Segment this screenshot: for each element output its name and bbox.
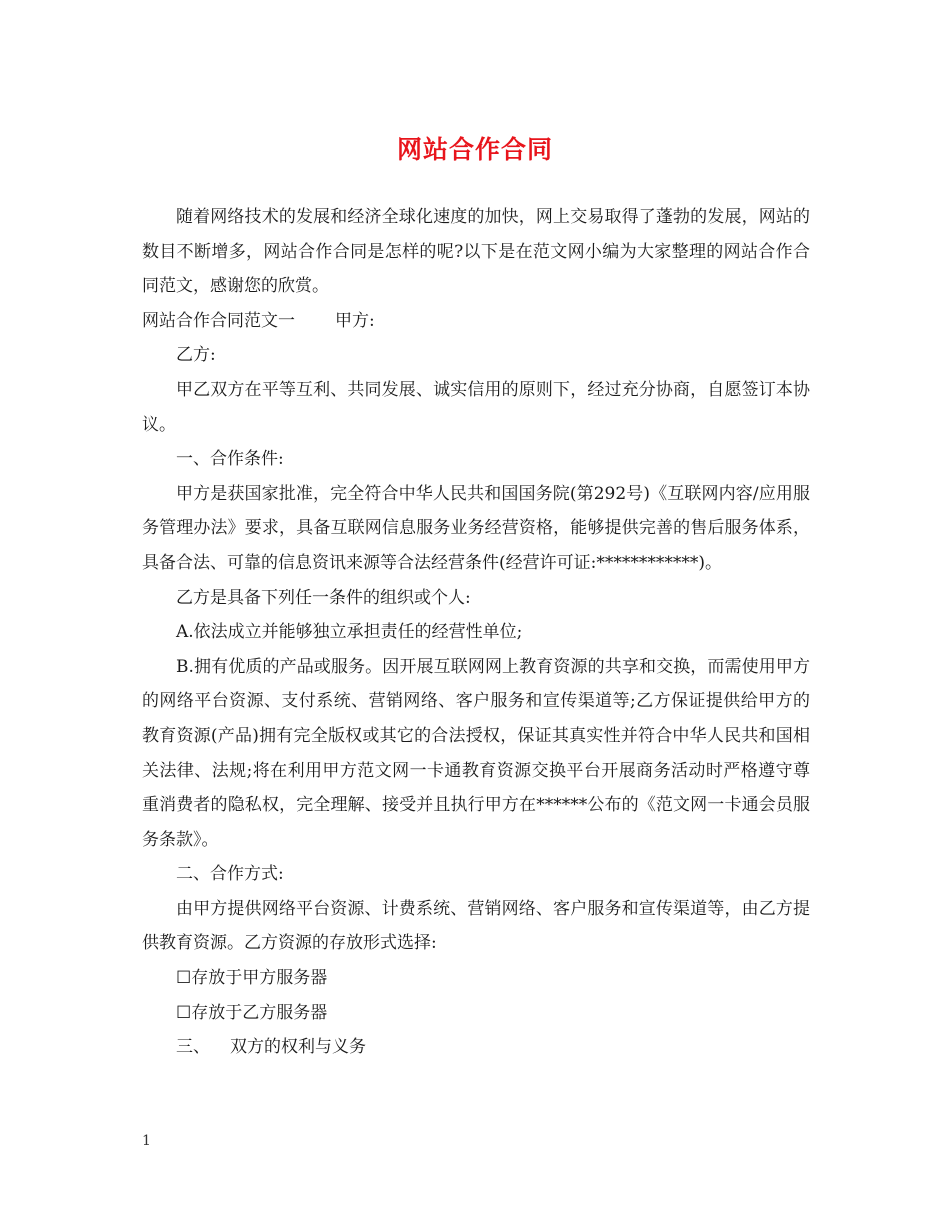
condition-a-paragraph: A.依法成立并能够独立承担责任的经营性单位; [176,622,523,643]
agreement-paragraph: 甲乙双方在平等互利、共同发展、诚实信用的原则下，经过充分协商，自愿签订本协议。 [142,379,810,435]
section-3-number: 三、 [176,1037,210,1058]
intro-paragraph: 随着网络技术的发展和经济全球化速度的加快，网上交易取得了蓬勃的发展，网站的数目不断增多，网站合作合同是怎样的呢?以下是在范文网小编为大家整理的网站合作合同范文，感谢您的欣赏。 [142,207,810,297]
section-3-heading [142,1030,810,1065]
condition-b-paragraph: B.拥有优质的产品或服务。因开展互联网网上教育资源的共享和交换，而需使用甲方的网络平台资源、支付系统、营销网络、客户服务和宣传渠道等;乙方保证提供给甲方的教育资源(产品)拥有完全版权或其它的合法授权，保证其真实性并符合中华人民共和国相关法律、法规;将在利用甲方范文网一卡通教育资源交换平台开展商务活动时严格遵守尊重消费者的隐私权，完全理解、接受并且执行甲方在******公布的《范文网一卡通会员服务条款》。 [142,656,810,850]
party-b-label: 乙方: [176,345,216,366]
cooperation-method-paragraph: 由甲方提供网络平台资源、计费系统、营销网络、客户服务和宣传渠道等，由乙方提供教育资源。乙方资源的存放形式选择: [142,898,810,954]
storage-option-1: ☐存放于甲方服务器 [176,968,328,989]
sample-label: 网站合作合同范文一 [142,310,295,331]
party-a-label: 甲方: [335,310,375,331]
sample-heading-line [142,304,810,339]
document-body [142,200,810,1065]
section-3-text: 双方的权利与义务 [230,1037,366,1058]
section-2-heading: 二、合作方式: [176,864,284,885]
page-number: 1 [142,1133,151,1149]
storage-option-2: ☐存放于乙方服务器 [176,1002,328,1023]
document-title: 网站合作合同 [396,135,553,164]
section-1-heading: 一、合作条件: [176,449,284,470]
party-a-conditions-paragraph: 甲方是获国家批准，完全符合中华人民共和国国务院(第292号)《互联网内容/应用服务管理办法》要求，具备互联网信息服务业务经营资格，能够提供完善的售后服务体系，具备合法、可靠的信息资讯来源等合法经营条件(经营许可证:************)。 [142,483,810,573]
party-b-conditions-paragraph: 乙方是具备下列任一条件的组织或个人: [176,587,471,608]
